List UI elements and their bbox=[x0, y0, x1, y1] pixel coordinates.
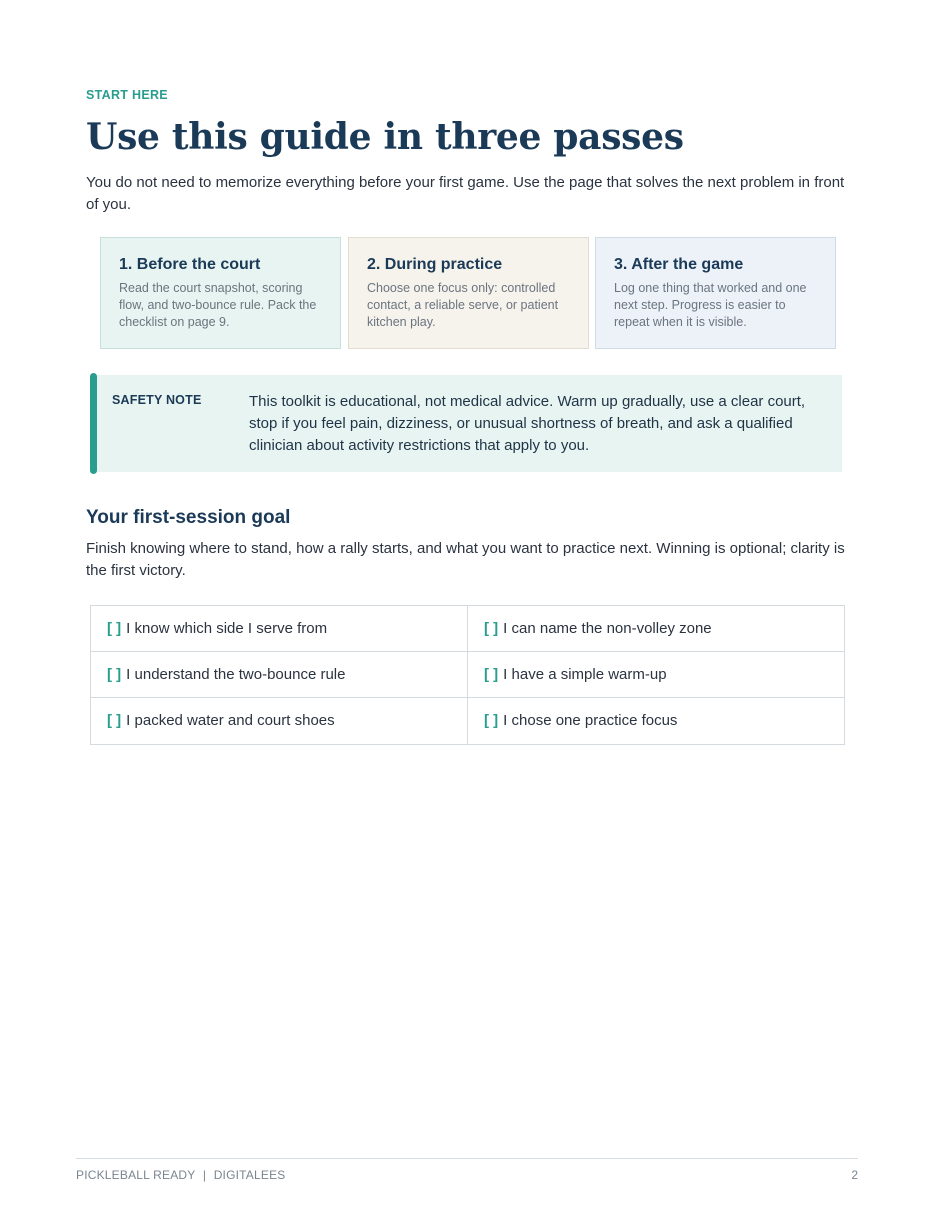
checkbox-icon[interactable]: [ ] bbox=[484, 712, 499, 729]
checkbox-icon[interactable]: [ ] bbox=[484, 666, 499, 683]
checkbox-icon[interactable]: [ ] bbox=[107, 712, 122, 729]
pass-card-body: Choose one focus only: controlled contact, a reliable serve, or patient kitchen play. bbox=[367, 281, 559, 329]
three-passes-cards bbox=[100, 237, 836, 349]
checkbox-icon[interactable]: [ ] bbox=[107, 620, 122, 637]
checklist-item[interactable] bbox=[91, 698, 468, 744]
pass-card-title: 2. During practice bbox=[367, 256, 503, 273]
checklist-item[interactable] bbox=[468, 652, 845, 698]
pass-card-body: Log one thing that worked and one next step. Progress is easier to repeat when it is visible. bbox=[614, 281, 807, 329]
intro-paragraph: You do not need to memorize everything before your first game. Use the page that solves the next problem in front of you. bbox=[86, 174, 845, 213]
safety-note-callout bbox=[90, 375, 842, 472]
safety-note-label: SAFETY NOTE bbox=[112, 393, 202, 407]
checklist-item[interactable] bbox=[468, 698, 845, 744]
checklist-item[interactable] bbox=[468, 606, 845, 652]
goal-heading: Your first-session goal bbox=[86, 507, 291, 528]
checkbox-icon[interactable]: [ ] bbox=[484, 620, 499, 637]
checklist-item-label: I understand the two-bounce rule bbox=[126, 666, 346, 683]
checklist-item-label: I have a simple warm-up bbox=[503, 666, 667, 683]
checkbox-icon[interactable]: [ ] bbox=[107, 666, 122, 683]
checklist-item-label: I can name the non-volley zone bbox=[503, 620, 712, 637]
pass-card-title: 3. After the game bbox=[614, 256, 744, 273]
safety-note-text: This toolkit is educational, not medical advice. Warm up gradually, use a clear court, stop if you feel pain, dizziness, or unusual shortness of breath, and ask a qualified clinician about activity restrictions that apply to you. bbox=[249, 393, 806, 454]
first-session-checklist bbox=[90, 605, 845, 745]
footer-separator: | bbox=[202, 1168, 207, 1182]
pass-card-before-court bbox=[100, 237, 341, 349]
safety-accent-bar bbox=[90, 373, 97, 474]
checklist-row bbox=[91, 698, 844, 744]
goal-paragraph: Finish knowing where to stand, how a rally starts, and what you want to practice next. Winning is optional; clarity is the first victory. bbox=[86, 540, 845, 579]
checklist-item[interactable] bbox=[91, 652, 468, 698]
checklist-row bbox=[91, 652, 844, 698]
pass-card-title: 1. Before the court bbox=[119, 256, 261, 273]
page-number: 2 bbox=[851, 1168, 858, 1182]
pass-card-after-game bbox=[595, 237, 836, 349]
eyebrow-label: START HERE bbox=[86, 88, 168, 102]
page-title: Use this guide in three passes bbox=[86, 116, 684, 158]
checklist-item-label: I know which side I serve from bbox=[126, 620, 328, 637]
footer-divider bbox=[76, 1158, 858, 1159]
pass-card-body: Read the court snapshot, scoring flow, and two-bounce rule. Pack the checklist on page 9. bbox=[119, 281, 317, 329]
footer-author: DIGITALEES bbox=[213, 1168, 286, 1182]
checklist-item-label: I chose one practice focus bbox=[503, 712, 678, 729]
checklist-item-label: I packed water and court shoes bbox=[126, 712, 335, 729]
footer-brand bbox=[76, 1168, 285, 1182]
pass-card-during-practice bbox=[348, 237, 589, 349]
footer-brand-name: PICKLEBALL READY bbox=[76, 1168, 196, 1182]
checklist-item[interactable] bbox=[91, 606, 468, 652]
checklist-row bbox=[91, 606, 844, 652]
